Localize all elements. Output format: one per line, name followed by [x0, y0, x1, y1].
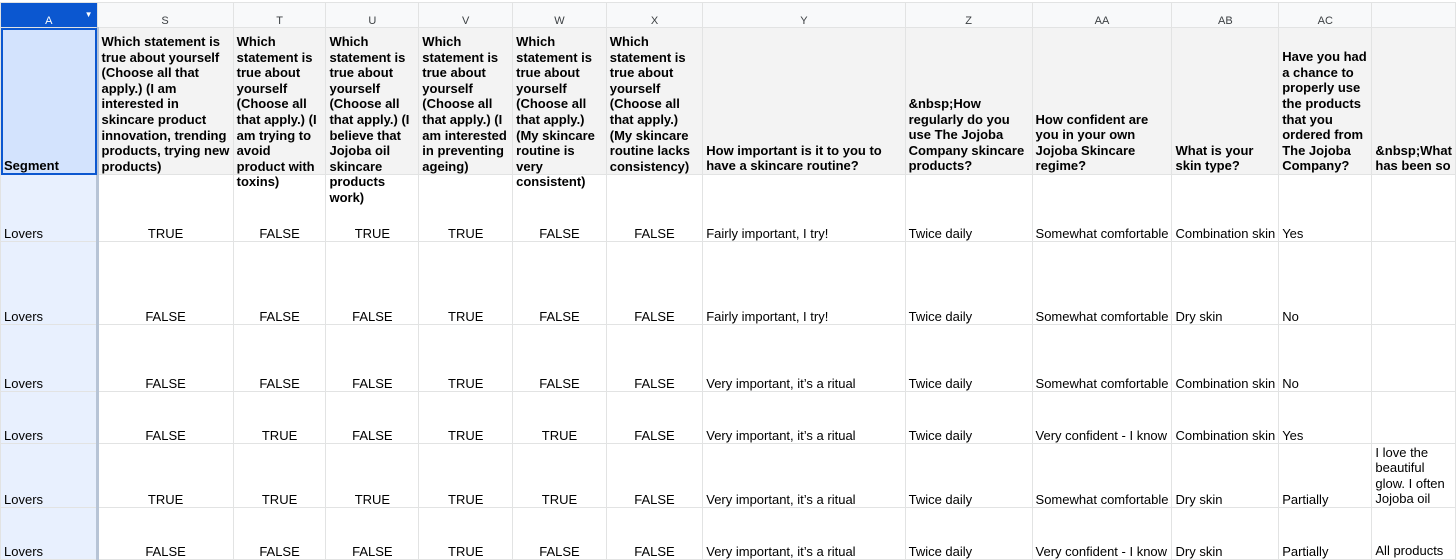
cell-y[interactable]: Fairly important, I try! — [703, 242, 905, 325]
cell-ab[interactable]: Combination skin — [1172, 392, 1279, 444]
segment-cell[interactable]: Lovers — [1, 508, 98, 560]
cell-w[interactable]: TRUE — [513, 392, 607, 444]
cell-t[interactable]: TRUE — [233, 444, 326, 508]
cell-t[interactable]: FALSE — [233, 242, 326, 325]
cell-u[interactable]: TRUE — [326, 444, 419, 508]
cell-y[interactable]: Fairly important, I try! — [703, 175, 905, 242]
cell-x[interactable]: FALSE — [606, 392, 702, 444]
cell-s[interactable]: FALSE — [97, 242, 233, 325]
cell-y[interactable]: Very important, it’s a ritual — [703, 444, 905, 508]
cell-ab[interactable]: Combination skin — [1172, 325, 1279, 392]
table-row — [1, 175, 1456, 242]
cell-x[interactable]: FALSE — [606, 242, 702, 325]
column-letter-w[interactable]: W — [513, 3, 607, 28]
cell-ac[interactable]: Yes — [1279, 175, 1372, 242]
table-row — [1, 508, 1456, 560]
column-letter-v[interactable]: V — [419, 3, 513, 28]
header-cell-w[interactable]: Which statement is true about yourself (Choose all that apply.) (My skincare routine is very consistent) — [513, 28, 607, 175]
column-letter-t[interactable]: T — [233, 3, 326, 28]
segment-cell[interactable]: Lovers — [1, 242, 98, 325]
cell-ac[interactable]: Partially — [1279, 444, 1372, 508]
cell-v[interactable]: TRUE — [419, 444, 513, 508]
segment-cell[interactable]: Lovers — [1, 444, 98, 508]
cell-ab[interactable]: Combination skin — [1172, 175, 1279, 242]
column-letter-y[interactable]: Y — [703, 3, 905, 28]
table-row — [1, 242, 1456, 325]
column-letter-u[interactable]: U — [326, 3, 419, 28]
cell-w[interactable]: FALSE — [513, 508, 607, 560]
cell-ab[interactable]: Dry skin — [1172, 242, 1279, 325]
header-cell-x[interactable]: Which statement is true about yourself (Choose all that apply.) (My skincare routine lacks consistency) — [606, 28, 702, 175]
cell-v[interactable]: TRUE — [419, 508, 513, 560]
cell-ac[interactable]: Partially — [1279, 508, 1372, 560]
chevron-down-icon[interactable]: ▼ — [84, 10, 93, 19]
cell-w[interactable]: FALSE — [513, 175, 607, 242]
header-cell-v[interactable]: Which statement is true about yourself (Choose all that apply.) (I am interested in preventing ageing) — [419, 28, 513, 175]
column-letter-ad[interactable] — [1372, 3, 1456, 28]
cell-u[interactable]: FALSE — [326, 325, 419, 392]
cell-ac[interactable]: Yes — [1279, 392, 1372, 444]
cell-aa[interactable]: Somewhat comfortable — [1032, 325, 1172, 392]
table-row — [1, 392, 1456, 444]
cell-y[interactable]: Very important, it’s a ritual — [703, 508, 905, 560]
cell-ab[interactable]: Dry skin — [1172, 444, 1279, 508]
cell-s[interactable]: TRUE — [97, 444, 233, 508]
cell-ac[interactable]: No — [1279, 242, 1372, 325]
cell-y[interactable]: Very important, it’s a ritual — [703, 392, 905, 444]
header-cell-ad[interactable]: &nbsp;What has been so — [1372, 28, 1456, 175]
header-cell-aa[interactable]: How confident are you in your own Jojoba Skincare regime? — [1032, 28, 1172, 175]
cell-ad[interactable] — [1372, 392, 1456, 444]
cell-v[interactable]: TRUE — [419, 325, 513, 392]
column-letter-aa[interactable]: AA — [1032, 3, 1172, 28]
cell-x[interactable]: FALSE — [606, 508, 702, 560]
cell-s[interactable]: FALSE — [97, 508, 233, 560]
column-letter-z[interactable]: Z — [905, 3, 1032, 28]
column-letter-ac[interactable]: AC — [1279, 3, 1372, 28]
cell-s[interactable]: TRUE — [97, 175, 233, 242]
cell-aa[interactable]: Somewhat comfortable — [1032, 175, 1172, 242]
cell-w[interactable]: FALSE — [513, 242, 607, 325]
cell-ac[interactable]: No — [1279, 325, 1372, 392]
cell-s[interactable]: FALSE — [97, 325, 233, 392]
cell-aa[interactable]: Somewhat comfortable — [1032, 242, 1172, 325]
cell-w[interactable]: FALSE — [513, 325, 607, 392]
cell-u[interactable]: FALSE — [326, 392, 419, 444]
cell-ad[interactable] — [1372, 325, 1456, 392]
cell-u[interactable]: FALSE — [326, 242, 419, 325]
cell-z[interactable]: Twice daily — [905, 242, 1032, 325]
cell-t[interactable]: FALSE — [233, 508, 326, 560]
cell-aa[interactable]: Very confident - I know — [1032, 508, 1172, 560]
column-letter-s[interactable]: S — [97, 3, 233, 28]
cell-z[interactable]: Twice daily — [905, 175, 1032, 242]
header-cell-t[interactable]: Which statement is true about yourself (Choose all that apply.) (I am trying to avoid product with toxins) — [233, 28, 326, 175]
header-cell-segment[interactable]: Segment — [1, 28, 98, 175]
column-letter-ab[interactable]: AB — [1172, 3, 1279, 28]
cell-z[interactable]: Twice daily — [905, 444, 1032, 508]
spreadsheet-grid — [0, 2, 1456, 560]
cell-z[interactable]: Twice daily — [905, 325, 1032, 392]
cell-x[interactable]: FALSE — [606, 325, 702, 392]
header-cell-ac[interactable]: Have you had a chance to properly use the products that you ordered from The Jojoba Company? — [1279, 28, 1372, 175]
cell-w[interactable]: TRUE — [513, 444, 607, 508]
table-row — [1, 325, 1456, 392]
cell-v[interactable]: TRUE — [419, 175, 513, 242]
cell-t[interactable]: FALSE — [233, 325, 326, 392]
cell-v[interactable]: TRUE — [419, 392, 513, 444]
cell-ad[interactable]: I love the beautiful glow. I often Jojoba oil — [1372, 444, 1456, 508]
segment-cell[interactable]: Lovers — [1, 392, 98, 444]
cell-u[interactable]: FALSE — [326, 508, 419, 560]
header-row — [1, 28, 1456, 175]
table-row — [1, 444, 1456, 508]
cell-ad[interactable]: All products — [1372, 508, 1456, 560]
header-cell-s[interactable]: Which statement is true about yourself (Choose all that apply.) (I am interested in skincare product innovation, trending products, trying new products) — [97, 28, 233, 175]
cell-t[interactable]: FALSE — [233, 175, 326, 242]
cell-aa[interactable]: Somewhat comfortable — [1032, 444, 1172, 508]
column-letter-x[interactable]: X — [606, 3, 702, 28]
cell-s[interactable]: FALSE — [97, 392, 233, 444]
cell-v[interactable]: TRUE — [419, 242, 513, 325]
header-cell-ab[interactable]: What is your skin type? — [1172, 28, 1279, 175]
cell-z[interactable]: Twice daily — [905, 508, 1032, 560]
cell-u[interactable]: TRUE — [326, 175, 419, 242]
column-letter-a[interactable]: A ▼ — [1, 3, 98, 28]
header-cell-y[interactable]: How important is it to you to have a skincare routine? — [703, 28, 905, 175]
cell-t[interactable]: TRUE — [233, 392, 326, 444]
cell-ab[interactable]: Dry skin — [1172, 508, 1279, 560]
cell-y[interactable]: Very important, it’s a ritual — [703, 325, 905, 392]
header-cell-z[interactable]: &nbsp;How regularly do you use The Jojoba Company skincare products? — [905, 28, 1032, 175]
cell-x[interactable]: FALSE — [606, 175, 702, 242]
header-cell-u[interactable]: Which statement is true about yourself (Choose all that apply.) (I believe that Jojoba oil skincare products work) — [326, 28, 419, 175]
cell-aa[interactable]: Very confident - I know — [1032, 392, 1172, 444]
segment-cell[interactable]: Lovers — [1, 175, 98, 242]
cell-x[interactable]: FALSE — [606, 444, 702, 508]
segment-cell[interactable]: Lovers — [1, 325, 98, 392]
column-header-row — [1, 3, 1456, 28]
cell-ad[interactable] — [1372, 175, 1456, 242]
cell-ad[interactable] — [1372, 242, 1456, 325]
cell-z[interactable]: Twice daily — [905, 392, 1032, 444]
